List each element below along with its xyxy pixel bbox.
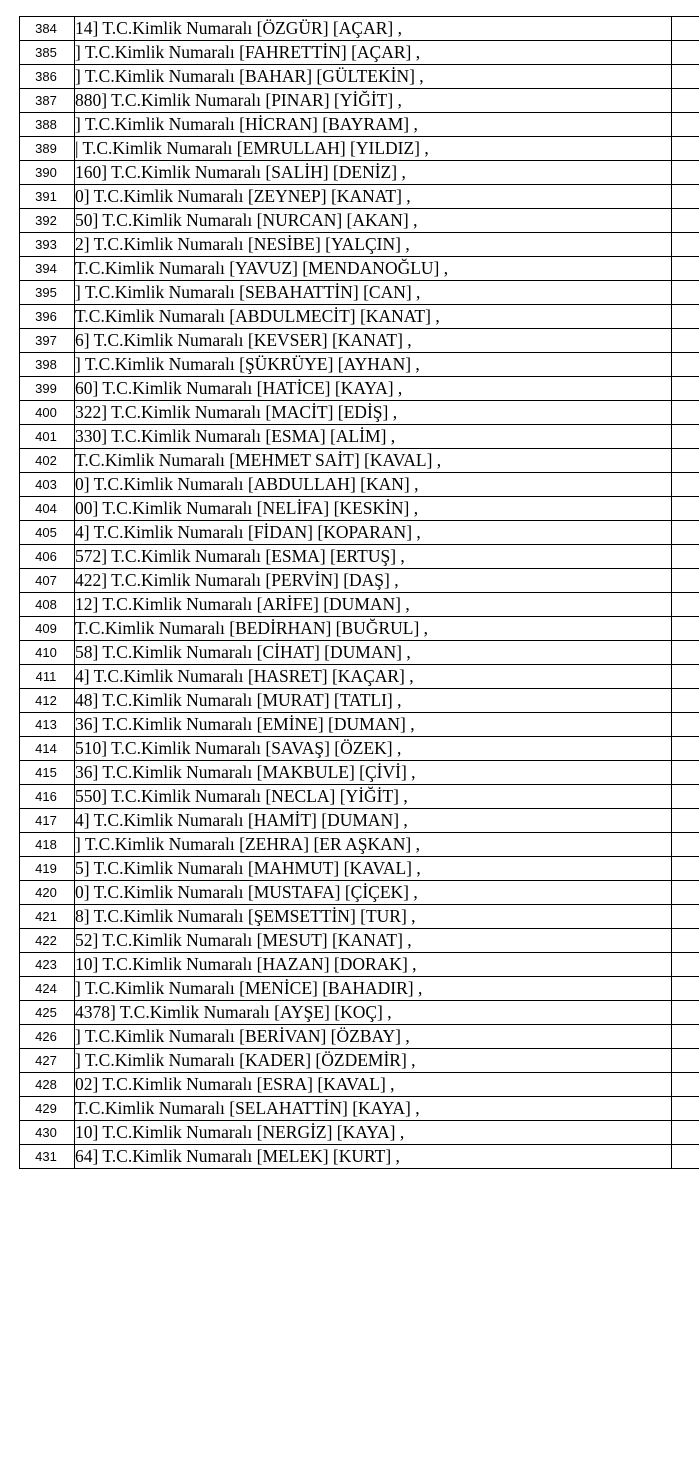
record-text: 4] T.C.Kimlik Numaralı [FİDAN] [KOPARAN] , [75,522,421,542]
record-text: ] T.C.Kimlik Numaralı [SEBAHATTİN] [CAN] , [75,282,421,302]
table-row [20,929,699,953]
row-number: 422 [20,929,75,953]
row-number: 427 [20,1049,75,1073]
record-text-cell [75,353,672,377]
row-number: 395 [20,281,75,305]
row-number: 419 [20,857,75,881]
row-number: 389 [20,137,75,161]
record-text: 2] T.C.Kimlik Numaralı [NESİBE] [YALÇIN] , [75,234,410,254]
record-text-cell [75,1121,672,1145]
record-text: 5] T.C.Kimlik Numaralı [MAHMUT] [KAVAL] , [75,858,421,878]
record-text-cell [75,377,672,401]
empty-cell [672,785,699,809]
row-number: 385 [20,41,75,65]
record-text-cell [75,425,672,449]
row-number: 410 [20,641,75,665]
table-row [20,281,699,305]
table-row [20,545,699,569]
record-text-cell [75,665,672,689]
record-text: 322] T.C.Kimlik Numaralı [MACİT] [EDİŞ] , [75,402,398,422]
record-text: 50] T.C.Kimlik Numaralı [NURCAN] [AKAN] , [75,210,418,230]
row-number: 392 [20,209,75,233]
table-row [20,977,699,1001]
table-row [20,833,699,857]
record-text: ] T.C.Kimlik Numaralı [KADER] [ÖZDEMİR] , [75,1050,416,1070]
empty-cell [672,1001,699,1025]
empty-cell [672,137,699,161]
empty-cell [672,641,699,665]
empty-cell [672,761,699,785]
record-text: T.C.Kimlik Numaralı [SELAHATTİN] [KAYA] , [75,1098,420,1118]
record-text: 4378] T.C.Kimlik Numaralı [AYŞE] [KOÇ] , [75,1002,392,1022]
row-number: 418 [20,833,75,857]
row-number: 420 [20,881,75,905]
row-number: 431 [20,1145,75,1169]
record-text: 6] T.C.Kimlik Numaralı [KEVSER] [KANAT] , [75,330,412,350]
table-row [20,953,699,977]
row-number: 423 [20,953,75,977]
record-text-cell [75,761,672,785]
row-number: 396 [20,305,75,329]
table-row [20,809,699,833]
record-text: ] T.C.Kimlik Numaralı [MENİCE] [BAHADIR] , [75,978,423,998]
table-row [20,1001,699,1025]
record-text: 00] T.C.Kimlik Numaralı [NELİFA] [KESKİN] , [75,498,419,518]
record-text-cell [75,929,672,953]
table-row [20,521,699,545]
empty-cell [672,617,699,641]
table-row [20,353,699,377]
record-text-cell [75,281,672,305]
table-row [20,161,699,185]
record-text: 4] T.C.Kimlik Numaralı [HASRET] [KAÇAR] , [75,666,414,686]
table-row [20,689,699,713]
empty-cell [672,977,699,1001]
record-text-cell [75,497,672,521]
table-row [20,65,699,89]
record-text: | T.C.Kimlik Numaralı [EMRULLAH] [YILDIZ] , [75,138,429,158]
row-number: 384 [20,17,75,41]
empty-cell [672,737,699,761]
record-text: 48] T.C.Kimlik Numaralı [MURAT] [TATLI] , [75,690,402,710]
row-number: 417 [20,809,75,833]
record-text-cell [75,977,672,1001]
table-row [20,641,699,665]
row-number: 424 [20,977,75,1001]
empty-cell [672,329,699,353]
table-row [20,1073,699,1097]
record-text: 8] T.C.Kimlik Numaralı [ŞEMSETTİN] [TUR] , [75,906,416,926]
record-text-cell [75,161,672,185]
record-text-cell [75,521,672,545]
table-row [20,1025,699,1049]
row-number: 399 [20,377,75,401]
row-number: 411 [20,665,75,689]
table-row [20,713,699,737]
record-text-cell [75,233,672,257]
empty-cell [672,425,699,449]
row-number: 425 [20,1001,75,1025]
record-text: ] T.C.Kimlik Numaralı [HİCRAN] [BAYRAM] , [75,114,418,134]
row-number: 429 [20,1097,75,1121]
record-text-cell [75,401,672,425]
empty-cell [672,1121,699,1145]
table-row [20,209,699,233]
record-text: ] T.C.Kimlik Numaralı [ŞÜKRÜYE] [AYHAN] , [75,354,420,374]
record-text: 330] T.C.Kimlik Numaralı [ESMA] [ALİM] , [75,426,396,446]
row-number: 401 [20,425,75,449]
empty-cell [672,953,699,977]
record-text: 550] T.C.Kimlik Numaralı [NECLA] [YİĞİT] , [75,786,408,806]
table-row [20,305,699,329]
record-text-cell [75,473,672,497]
record-text-cell [75,569,672,593]
table-row [20,401,699,425]
empty-cell [672,665,699,689]
table-row [20,857,699,881]
record-text-cell [75,545,672,569]
row-number: 405 [20,521,75,545]
record-text-cell [75,17,672,41]
record-text: 160] T.C.Kimlik Numaralı [SALİH] [DENİZ] , [75,162,406,182]
record-text-cell [75,65,672,89]
empty-cell [672,257,699,281]
record-text-cell [75,785,672,809]
row-number: 386 [20,65,75,89]
table-row [20,329,699,353]
table-row [20,593,699,617]
row-number: 393 [20,233,75,257]
table-row [20,137,699,161]
empty-cell [672,905,699,929]
table-row [20,473,699,497]
row-number: 397 [20,329,75,353]
record-text-cell [75,185,672,209]
record-text: 4] T.C.Kimlik Numaralı [HAMİT] [DUMAN] , [75,810,408,830]
row-number: 413 [20,713,75,737]
row-number: 394 [20,257,75,281]
table-row [20,665,699,689]
empty-cell [672,65,699,89]
record-text: T.C.Kimlik Numaralı [YAVUZ] [MENDANOĞLU] , [75,258,449,278]
empty-cell [672,521,699,545]
empty-cell [672,161,699,185]
row-number: 406 [20,545,75,569]
empty-cell [672,113,699,137]
record-text: 10] T.C.Kimlik Numaralı [NERGİZ] [KAYA] , [75,1122,405,1142]
record-text-cell [75,257,672,281]
row-number: 390 [20,161,75,185]
record-text-cell [75,641,672,665]
table-row [20,449,699,473]
row-number: 407 [20,569,75,593]
record-text-cell [75,713,672,737]
row-number: 403 [20,473,75,497]
table-row [20,113,699,137]
row-number: 402 [20,449,75,473]
row-number: 415 [20,761,75,785]
empty-cell [672,833,699,857]
record-text-cell [75,1097,672,1121]
empty-cell [672,929,699,953]
record-text: ] T.C.Kimlik Numaralı [BAHAR] [GÜLTEKİN] , [75,66,424,86]
table-row [20,1121,699,1145]
empty-cell [672,1145,699,1169]
record-text-cell [75,1025,672,1049]
row-number: 391 [20,185,75,209]
empty-cell [672,401,699,425]
record-text: T.C.Kimlik Numaralı [ABDULMECİT] [KANAT] , [75,306,440,326]
empty-cell [672,569,699,593]
table-row [20,737,699,761]
empty-cell [672,881,699,905]
empty-cell [672,809,699,833]
record-text-cell [75,329,672,353]
records-table [19,16,699,1169]
record-text-cell [75,1145,672,1169]
table-row [20,569,699,593]
record-text-cell [75,737,672,761]
top-margin [0,0,699,16]
record-text: 422] T.C.Kimlik Numaralı [PERVİN] [DAŞ] , [75,570,399,590]
table-row [20,497,699,521]
record-text-cell [75,809,672,833]
table-row [20,89,699,113]
record-text-cell [75,449,672,473]
record-text: 14] T.C.Kimlik Numaralı [ÖZGÜR] [AÇAR] , [75,18,402,38]
row-number: 400 [20,401,75,425]
empty-cell [672,353,699,377]
empty-cell [672,713,699,737]
empty-cell [672,209,699,233]
row-number: 428 [20,1073,75,1097]
empty-cell [672,449,699,473]
empty-cell [672,689,699,713]
record-text: ] T.C.Kimlik Numaralı [BERİVAN] [ÖZBAY] , [75,1026,410,1046]
empty-cell [672,1073,699,1097]
record-text-cell [75,905,672,929]
row-number: 421 [20,905,75,929]
row-number: 404 [20,497,75,521]
table-row [20,905,699,929]
record-text-cell [75,137,672,161]
row-number: 398 [20,353,75,377]
record-text: ] T.C.Kimlik Numaralı [FAHRETTİN] [AÇAR] , [75,42,421,62]
table-row [20,41,699,65]
table-row [20,761,699,785]
table-row [20,17,699,41]
table-row [20,1049,699,1073]
record-text: 12] T.C.Kimlik Numaralı [ARİFE] [DUMAN] , [75,594,410,614]
empty-cell [672,233,699,257]
row-number: 414 [20,737,75,761]
record-text: T.C.Kimlik Numaralı [BEDİRHAN] [BUĞRUL] , [75,618,429,638]
empty-cell [672,1049,699,1073]
record-text-cell [75,833,672,857]
record-text: 36] T.C.Kimlik Numaralı [MAKBULE] [ÇİVİ] , [75,762,416,782]
record-text: 58] T.C.Kimlik Numaralı [CİHAT] [DUMAN] , [75,642,411,662]
row-number: 416 [20,785,75,809]
table-row [20,881,699,905]
empty-cell [672,1097,699,1121]
record-text: 572] T.C.Kimlik Numaralı [ESMA] [ERTUŞ] , [75,546,405,566]
empty-cell [672,17,699,41]
record-text-cell [75,41,672,65]
table-row [20,377,699,401]
record-text: ] T.C.Kimlik Numaralı [ZEHRA] [ER AŞKAN] , [75,834,420,854]
row-number: 412 [20,689,75,713]
record-text-cell [75,593,672,617]
record-text-cell [75,1073,672,1097]
record-text: 0] T.C.Kimlik Numaralı [ABDULLAH] [KAN] , [75,474,419,494]
record-text: 0] T.C.Kimlik Numaralı [MUSTAFA] [ÇİÇEK] , [75,882,418,902]
record-text-cell [75,617,672,641]
empty-cell [672,41,699,65]
record-text: 880] T.C.Kimlik Numaralı [PINAR] [YİĞİT] , [75,90,402,110]
table-row [20,425,699,449]
table-row [20,785,699,809]
record-text: 60] T.C.Kimlik Numaralı [HATİCE] [KAYA] , [75,378,403,398]
table-row [20,257,699,281]
empty-cell [672,89,699,113]
record-text: 0] T.C.Kimlik Numaralı [ZEYNEP] [KANAT] , [75,186,411,206]
table-row [20,617,699,641]
record-text-cell [75,1001,672,1025]
record-text: 52] T.C.Kimlik Numaralı [MESUT] [KANAT] , [75,930,412,950]
empty-cell [672,1025,699,1049]
record-text-cell [75,209,672,233]
row-number: 387 [20,89,75,113]
record-text: 02] T.C.Kimlik Numaralı [ESRA] [KAVAL] , [75,1074,395,1094]
table-row [20,185,699,209]
empty-cell [672,857,699,881]
record-text: T.C.Kimlik Numaralı [MEHMET SAİT] [KAVAL] , [75,450,442,470]
record-text-cell [75,689,672,713]
row-number: 408 [20,593,75,617]
record-text-cell [75,1049,672,1073]
record-text: 36] T.C.Kimlik Numaralı [EMİNE] [DUMAN] , [75,714,415,734]
row-number: 409 [20,617,75,641]
table-row [20,1097,699,1121]
empty-cell [672,185,699,209]
empty-cell [672,497,699,521]
record-text-cell [75,89,672,113]
record-text: 64] T.C.Kimlik Numaralı [MELEK] [KURT] , [75,1146,400,1166]
record-text-cell [75,113,672,137]
table-row [20,233,699,257]
record-text: 10] T.C.Kimlik Numaralı [HAZAN] [DORAK] , [75,954,417,974]
record-text: 510] T.C.Kimlik Numaralı [SAVAŞ] [ÖZEK] , [75,738,402,758]
row-number: 388 [20,113,75,137]
record-text-cell [75,881,672,905]
table-row [20,1145,699,1169]
record-text-cell [75,953,672,977]
empty-cell [672,473,699,497]
empty-cell [672,377,699,401]
row-number: 426 [20,1025,75,1049]
record-text-cell [75,305,672,329]
row-number: 430 [20,1121,75,1145]
empty-cell [672,545,699,569]
record-text-cell [75,857,672,881]
empty-cell [672,281,699,305]
empty-cell [672,593,699,617]
empty-cell [672,305,699,329]
